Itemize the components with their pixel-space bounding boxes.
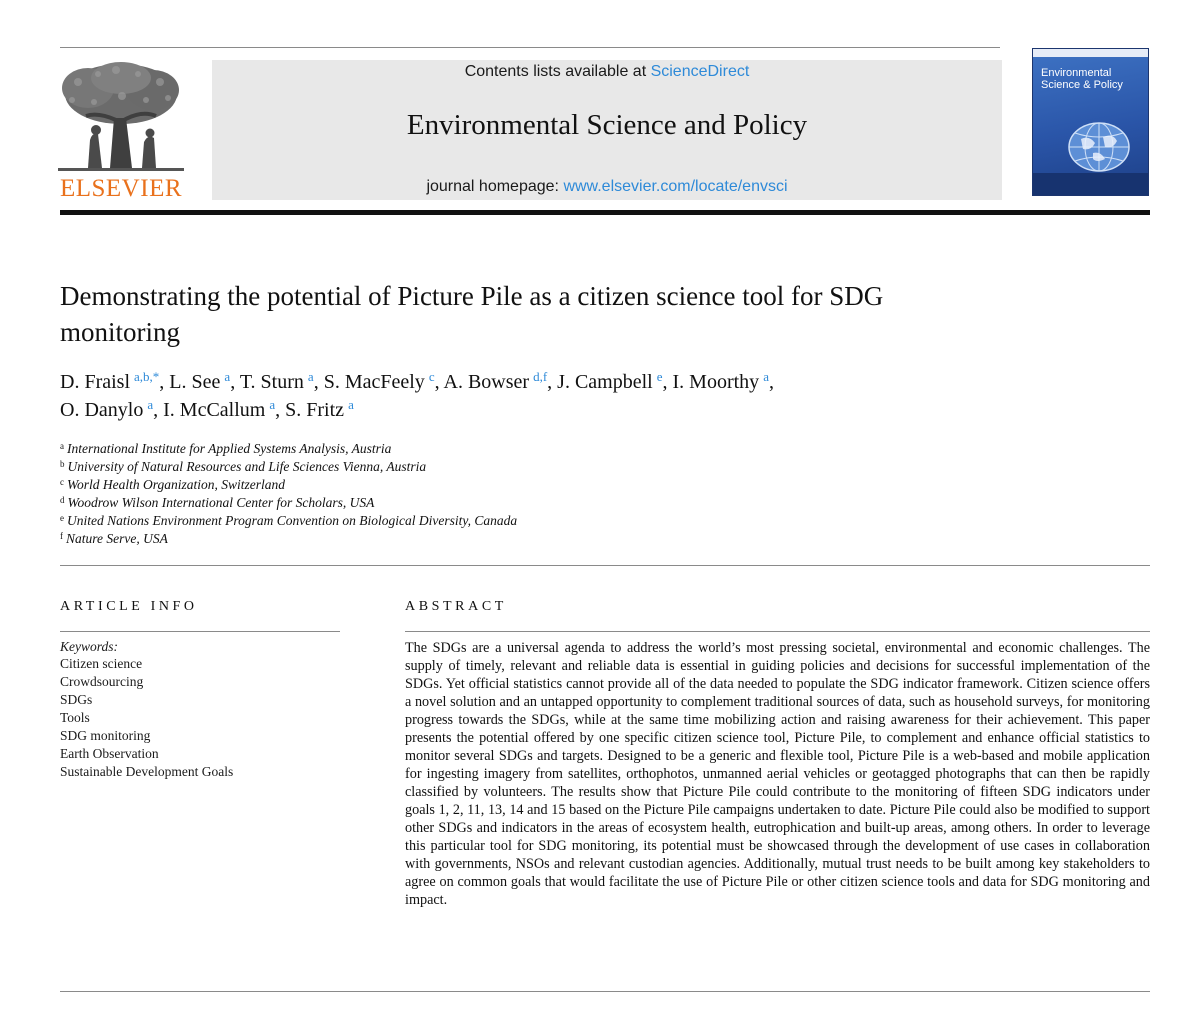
cover-top-strip [1033,49,1148,57]
journal-homepage-link[interactable]: www.elsevier.com/locate/envsci [563,178,788,195]
author[interactable]: D. Fraisl $^{a,b,*}$ [60,369,160,393]
affiliation: $^d$ Woodrow Wilson International Center for Scholars, USA [60,495,375,510]
author-list: D. Fraisl $^{a,b,*}$, L. See $^a$, T. Sturn $^a$, S. MacFeely $^c$, A. Bowser $^{d,f}$, J. Campbell $^e$, I. Moorthy $^a$, O. Danylo $^a$, I. McCallum $^a$, S. Fritz $^a$ [60,369,774,421]
elsevier-logo[interactable] [58,60,184,202]
keyword: SDG monitoring [60,728,151,743]
author-affiliation-marker[interactable]: d,f [533,369,548,384]
contents-line [212,62,1002,82]
keywords-label: Keywords: [60,639,118,654]
keyword: Tools [60,710,90,725]
journal-cover[interactable] [1032,48,1149,196]
author[interactable]: S. Fritz $^a$ [285,397,354,421]
abstract-text: The SDGs are a universal agenda to address the world’s most pressing societal, environmental and economic challenges. The supply of timely, relevant and reliable data is essential in guiding policies and decisions for successful implementation of the SDGs. Yet official statistics cannot provide all of the data needed to populate the SDG indicator framework. Citizen science offers a novel solution and an untapped opportunity to complement traditional sources of data, such as household surveys, for monitoring progress towards the SDGs, while at the same time mobilizing action and raising awareness for their achievement. This paper presents the potential offered by one specific citizen science tool, Picture Pile, to complement and enhance official statistics to monitor several SDGs and targets. Designed to be a generic and flexible tool, Picture Pile is a web-based and mobile application for ingesting imagery from satellites, orthophotos, unmanned aerial vehicles or geotagged photographs that can then be rapidly classified by volunteers. The results show that Picture Pile could contribute to the monitoring of fifteen SDG indicators under goals 1, 2, 11, 13, 14 and 15 based on the Picture Pile campaigns undertaken to date. Picture Pile could also be modified to support other SDGs and indicators in the areas of ecosystem health, eutrophication and built-up areas, among others. In order to leverage this particular tool for SDG monitoring, its potential must be showcased through the development of use cases in collaboration with governments, NSOs and relevant custodian agencies. Additionally, mutual trust needs to be built among key stakeholders to agree on common goals that would facilitate the use of Picture Pile or other citizen science tools and data for SDG monitoring and impact. [405,640,1150,908]
article-info-heading: ARTICLE INFO [60,599,198,614]
author-affiliation-marker[interactable]: a [763,369,769,384]
sciencedirect-link[interactable]: ScienceDirect [650,63,750,80]
abstract-heading: ABSTRACT [405,599,507,614]
author-affiliation-marker[interactable]: e [656,369,663,384]
keyword: Sustainable Development Goals [60,764,234,779]
author-affiliation-marker[interactable]: a [307,369,314,384]
tree-scholar-icon [58,60,184,174]
globe-icon [1067,121,1131,173]
contents-prefix: Contents lists available at [464,63,651,80]
author[interactable]: T. Sturn $^a$ [239,369,314,393]
author[interactable]: A. Bowser $^{d,f}$ [443,369,548,393]
author-affiliation-marker[interactable]: a [147,397,154,412]
affiliation: $^e$ United Nations Environment Program Convention on Biological Diversity, Canada [60,513,518,528]
author[interactable]: L. See $^a$ [169,369,231,393]
author[interactable]: I. McCallum $^a$ [163,397,276,421]
affiliation-list [60,440,960,548]
author-affiliation-marker[interactable]: a [348,397,354,412]
abstract-rule [405,631,1150,632]
keyword: Citizen science [60,656,143,671]
header-bottom-rule [60,210,1150,215]
author[interactable]: S. MacFeely $^c$ [323,369,435,393]
journal-name: Environmental Science and Policy [406,109,808,141]
elsevier-wordmark: ELSEVIER [59,175,183,202]
author-affiliation-marker[interactable]: a [269,397,276,412]
keyword: Crowdsourcing [60,674,144,689]
keywords-block [60,638,360,781]
cover-bottom-band [1033,173,1148,195]
homepage-line [212,177,1002,197]
author[interactable]: I. Moorthy $^a$ [672,369,769,393]
affiliation: $^a$ International Institute for Applied Systems Analysis, Austria [60,441,392,456]
affiliation: $^b$ University of Natural Resources and Life Sciences Vienna, Austria [60,459,427,474]
author[interactable]: J. Campbell $^e$ [557,369,663,393]
footer-rule [60,991,1150,992]
keyword: SDGs [60,692,93,707]
article-title: Demonstrating the potential of Picture Pile as a citizen science tool for SDG monitoring [60,281,884,347]
affiliation: $^c$ World Health Organization, Switzerland [60,477,286,492]
header-top-rule [60,47,1000,48]
homepage-prefix: journal homepage: [426,178,564,195]
article-info-rule [60,631,340,632]
author-affiliation-marker[interactable]: a [224,369,231,384]
keyword: Earth Observation [60,746,159,761]
cover-title: Environmental Science & Policy [1041,67,1123,91]
journal-header-box [212,60,1002,200]
author-affiliation-marker[interactable]: a,b,* [134,369,160,384]
author-affiliation-marker[interactable]: c [428,369,435,384]
author[interactable]: O. Danylo $^a$ [60,397,154,421]
section-divider [60,565,1150,566]
affiliation: $^f$ Nature Serve, USA [60,531,168,546]
